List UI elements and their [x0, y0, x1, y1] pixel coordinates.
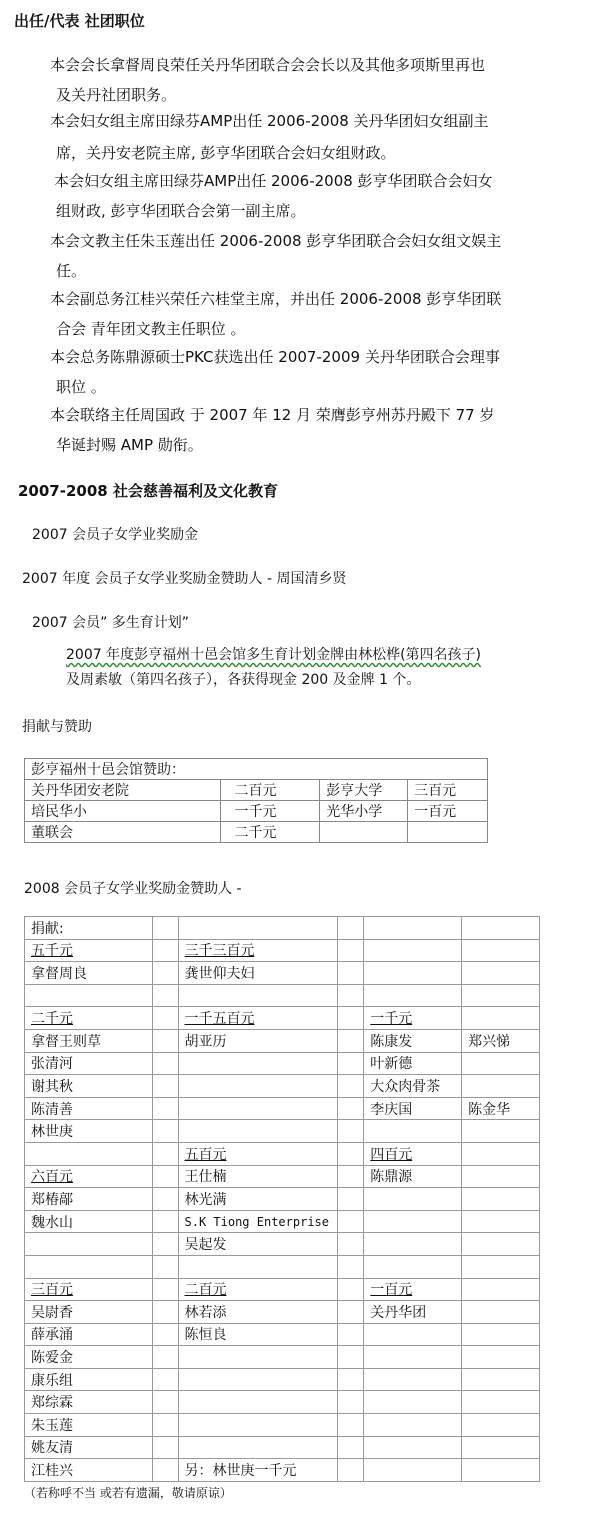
table-row	[25, 1142, 540, 1165]
table-cell	[364, 939, 462, 962]
table-cell: 关丹华团安老院	[25, 780, 221, 801]
table-cell: 一百元	[408, 801, 488, 822]
table-row	[25, 801, 488, 822]
table-cell	[462, 1459, 540, 1482]
table-cell	[462, 1278, 540, 1301]
table-cell: 陈恒良	[178, 1323, 338, 1346]
table-cell	[462, 1368, 540, 1391]
table-cell	[152, 1165, 178, 1188]
position-item-7-line-1: 本会联络主任周国政 于 2007 年 12 月 荣膺彭亨州苏丹殿下 77 岁	[50, 406, 495, 424]
position-item-1-line-2: 及关丹社团职务。	[56, 86, 177, 104]
table-cell	[25, 1233, 153, 1256]
table-cell	[152, 1278, 178, 1301]
table-row	[25, 822, 488, 843]
table-cell: 陈鼎源	[364, 1165, 462, 1188]
table-row	[25, 1233, 540, 1256]
table-cell	[178, 1255, 338, 1278]
table-cell	[152, 1188, 178, 1211]
table-cell: 三千三百元	[178, 939, 338, 962]
table-cell	[364, 1255, 462, 1278]
table-cell	[338, 1210, 364, 1233]
table-row	[25, 1323, 540, 1346]
table-cell	[364, 1323, 462, 1346]
table-cell	[364, 1233, 462, 1256]
table-cell: 二千元	[220, 822, 320, 843]
footnote: （若称呼不当 或若有遗漏，敬请原谅）	[24, 1486, 232, 1500]
table-cell: 五百元	[178, 1142, 338, 1165]
table-cell	[178, 984, 338, 1007]
position-item-2-line-2: 席，关丹安老院主席, 彭亨华团联合会妇女组财政。	[56, 144, 396, 162]
sponsor-2008-line: 2008 会员子女学业奖励金赞助人 -	[24, 881, 242, 897]
table-cell	[152, 1436, 178, 1459]
donation-table-2008	[24, 916, 540, 1482]
table-cell: 林光满	[178, 1188, 338, 1211]
table-cell: 薛承涌	[25, 1323, 153, 1346]
table-cell: 关丹华团	[364, 1301, 462, 1324]
table-row	[25, 1346, 540, 1369]
table-cell	[152, 1255, 178, 1278]
table-cell	[338, 1391, 364, 1414]
table-cell	[152, 1233, 178, 1256]
table-cell: 陈清善	[25, 1097, 153, 1120]
section-heading-charity: 2007-2008 社会慈善福利及文化教育	[18, 482, 278, 500]
table-cell	[338, 1459, 364, 1482]
table-cell	[462, 1414, 540, 1437]
table-cell	[152, 1323, 178, 1346]
table-row	[25, 1301, 540, 1324]
table-cell: 三百元	[25, 1278, 153, 1301]
table-cell	[178, 1346, 338, 1369]
table-cell: 郑椿鄗	[25, 1188, 153, 1211]
table-cell	[178, 1436, 338, 1459]
position-item-3-line-1: 本会妇女组主席田绿芬AMP出任 2006-2008 彭亨华团联合会妇女	[54, 172, 493, 190]
table-cell	[338, 1007, 364, 1030]
table-cell	[152, 1097, 178, 1120]
table-row	[25, 1391, 540, 1414]
table-cell: 吴起发	[178, 1233, 338, 1256]
table-cell	[338, 1301, 364, 1324]
table-row	[25, 1120, 540, 1143]
table-cell	[462, 1391, 540, 1414]
table-cell: 大众肉骨茶	[364, 1075, 462, 1098]
table-cell	[462, 1188, 540, 1211]
table-cell	[338, 962, 364, 985]
table-cell	[364, 1436, 462, 1459]
table-cell	[25, 984, 153, 1007]
table-cell: 吴尉香	[25, 1301, 153, 1324]
position-item-5-line-2: 合会 青年团文教主任职位 。	[56, 320, 246, 338]
table-cell: 四百元	[364, 1142, 462, 1165]
table-cell	[178, 917, 338, 940]
table-cell	[152, 962, 178, 985]
table-cell: 魏水山	[25, 1210, 153, 1233]
position-item-5-line-1: 本会副总务江桂兴荣任六桂堂主席，并出任 2006-2008 彭亨华团联	[50, 290, 502, 308]
table-cell	[338, 1029, 364, 1052]
table-row	[25, 1436, 540, 1459]
table-cell	[178, 1120, 338, 1143]
table-cell: 彭亨大学	[320, 780, 408, 801]
table-row	[25, 780, 488, 801]
table-cell	[152, 1414, 178, 1437]
table-cell: 陈爱金	[25, 1346, 153, 1369]
table-cell: 二千元	[25, 1007, 153, 1030]
table-cell	[338, 1097, 364, 1120]
table-cell	[338, 1120, 364, 1143]
table-cell: 五千元	[25, 939, 153, 962]
table-cell: 捐献:	[25, 917, 153, 940]
table-cell	[408, 822, 488, 843]
table-row	[25, 1097, 540, 1120]
table-cell	[364, 1368, 462, 1391]
table-cell: 三百元	[408, 780, 488, 801]
table-cell: 林世庚	[25, 1120, 153, 1143]
table-cell	[152, 1007, 178, 1030]
table-row	[25, 759, 488, 780]
table-cell	[152, 1075, 178, 1098]
table-cell	[338, 1414, 364, 1437]
table-cell: 培民华小	[25, 801, 221, 822]
table-cell	[462, 917, 540, 940]
table-cell: 一千五百元	[178, 1007, 338, 1030]
table-cell: 一千元	[220, 801, 320, 822]
section-heading-positions: 出任/代表 社团职位	[14, 12, 145, 30]
table-cell: 龚世仰夫妇	[178, 962, 338, 985]
table-cell	[152, 1301, 178, 1324]
table-cell	[338, 917, 364, 940]
table-cell	[178, 1075, 338, 1098]
table-row	[25, 984, 540, 1007]
position-item-2-line-1: 本会妇女组主席田绿芬AMP出任 2006-2008 关丹华团妇女组副主	[50, 112, 489, 130]
table-cell	[462, 1233, 540, 1256]
table-cell: 郑综霖	[25, 1391, 153, 1414]
table-row	[25, 1052, 540, 1075]
table-cell: 张清河	[25, 1052, 153, 1075]
table-cell: 江桂兴	[25, 1459, 153, 1482]
table-cell	[178, 1414, 338, 1437]
table-cell	[462, 962, 540, 985]
table-cell	[338, 1436, 364, 1459]
table-cell	[152, 1120, 178, 1143]
table-cell	[152, 1346, 178, 1369]
table-cell	[462, 1142, 540, 1165]
table-cell	[338, 1323, 364, 1346]
table-cell	[152, 1368, 178, 1391]
table-cell	[364, 1120, 462, 1143]
table-row	[25, 962, 540, 985]
table-row	[25, 1007, 540, 1030]
table-cell	[338, 939, 364, 962]
table-cell	[152, 1029, 178, 1052]
table-cell	[364, 917, 462, 940]
table-cell	[462, 1075, 540, 1098]
table-row	[25, 1459, 540, 1482]
table-row	[25, 1255, 540, 1278]
table-cell	[462, 1210, 540, 1233]
table-cell: 二百元	[178, 1278, 338, 1301]
table-row	[25, 1165, 540, 1188]
table-row	[25, 1368, 540, 1391]
table-row	[25, 1188, 540, 1211]
table-cell	[338, 1075, 364, 1098]
table-cell: 胡亚历	[178, 1029, 338, 1052]
table-cell	[338, 984, 364, 1007]
table-cell: 六百元	[25, 1165, 153, 1188]
table-cell	[364, 1188, 462, 1211]
position-item-4-line-2: 任。	[56, 262, 87, 280]
table-cell	[152, 1142, 178, 1165]
table-cell	[364, 984, 462, 1007]
table-cell	[364, 1346, 462, 1369]
table-cell	[152, 939, 178, 962]
donation-heading: 捐献与赞助	[22, 719, 92, 735]
position-item-7-line-2: 华诞封赐 AMP 勋衔。	[56, 436, 203, 454]
table-cell: 拿督王则草	[25, 1029, 153, 1052]
table-cell	[462, 939, 540, 962]
table-cell	[338, 1165, 364, 1188]
table-row	[25, 939, 540, 962]
table-cell	[462, 1120, 540, 1143]
table-cell: S.K Tiong Enterprise	[178, 1210, 338, 1233]
table-cell	[462, 1255, 540, 1278]
table-cell	[462, 1346, 540, 1369]
table-cell	[178, 1391, 338, 1414]
fertility-award-line-2: 及周素敏（第四名孩子），各获得现金 200 及金牌 1 个。	[66, 672, 421, 688]
table-cell	[25, 1142, 153, 1165]
table-cell	[364, 1210, 462, 1233]
table-cell	[338, 1188, 364, 1211]
table-cell	[152, 1052, 178, 1075]
table-cell	[462, 1007, 540, 1030]
table-cell: 姚友清	[25, 1436, 153, 1459]
table-row	[25, 1075, 540, 1098]
position-item-3-line-2: 组财政, 彭亨华团联合会第一副主席。	[56, 202, 306, 220]
scholarship-2007-sponsor-line: 2007 年度 会员子女学业奖励金赞助人 - 周国清乡贤	[22, 571, 347, 587]
table-cell	[338, 1368, 364, 1391]
table-cell	[364, 1414, 462, 1437]
table-cell	[152, 917, 178, 940]
table-cell: 陈金华	[462, 1097, 540, 1120]
table-cell: 拿督周良	[25, 962, 153, 985]
table-cell: 一千元	[364, 1007, 462, 1030]
table-row	[25, 917, 540, 940]
table-cell: 彭亨福州十邑会馆赞助：	[25, 759, 488, 780]
table-cell	[364, 962, 462, 985]
table-cell	[364, 1459, 462, 1482]
table-cell: 林若添	[178, 1301, 338, 1324]
table-cell: 陈康发	[364, 1029, 462, 1052]
table-cell	[178, 1097, 338, 1120]
table-cell: 另：林世庚一千元	[178, 1459, 338, 1482]
table-cell: 叶新德	[364, 1052, 462, 1075]
table-cell	[338, 1278, 364, 1301]
table-cell: 李庆国	[364, 1097, 462, 1120]
table-row	[25, 1414, 540, 1437]
table-cell	[338, 1255, 364, 1278]
table-cell: 郑兴悌	[462, 1029, 540, 1052]
table-row	[25, 1210, 540, 1233]
table-cell	[462, 1301, 540, 1324]
table-row	[25, 1029, 540, 1052]
table-cell: 二百元	[220, 780, 320, 801]
position-item-4-line-1: 本会文教主任朱玉莲出任 2006-2008 彭亨华团联合会妇女组文娱主	[50, 232, 502, 250]
donation-table-1	[24, 758, 488, 843]
table-cell: 一百元	[364, 1278, 462, 1301]
position-item-1-line-1: 本会会长拿督周良荣任关丹华团联合会会长以及其他多项斯里再也	[50, 56, 486, 74]
table-cell	[178, 1052, 338, 1075]
table-cell: 光华小学	[320, 801, 408, 822]
table-cell	[338, 1052, 364, 1075]
table-cell	[338, 1142, 364, 1165]
table-cell: 康乐组	[25, 1368, 153, 1391]
table-cell: 朱玉莲	[25, 1414, 153, 1437]
table-cell: 董联会	[25, 822, 221, 843]
table-cell	[462, 984, 540, 1007]
table-cell	[152, 1391, 178, 1414]
fertility-award-line-1: 2007 年度彭亨福州十邑会馆多生育计划金牌由林松桦(第四名孩子)	[66, 647, 482, 663]
table-cell	[25, 1255, 153, 1278]
table-cell	[152, 984, 178, 1007]
table-cell	[462, 1052, 540, 1075]
position-item-6-line-2: 职位 。	[56, 378, 106, 396]
table-cell	[338, 1233, 364, 1256]
position-item-6-line-1: 本会总务陈鼎源硕士PKC获选出任 2007-2009 关丹华团联合会理事	[50, 348, 500, 366]
table-cell	[364, 1391, 462, 1414]
table-row	[25, 1278, 540, 1301]
table-cell	[462, 1436, 540, 1459]
table-cell	[178, 1368, 338, 1391]
table-cell	[152, 1459, 178, 1482]
table-cell: 谢其秋	[25, 1075, 153, 1098]
scholarship-2007-line: 2007 会员子女学业奖励金	[32, 527, 199, 543]
fertility-plan-line: 2007 会员” 多生育计划”	[32, 615, 190, 631]
table-cell: 王仕楠	[178, 1165, 338, 1188]
table-cell	[462, 1323, 540, 1346]
table-cell	[462, 1165, 540, 1188]
table-cell	[320, 822, 408, 843]
table-cell	[338, 1346, 364, 1369]
table-cell	[152, 1210, 178, 1233]
